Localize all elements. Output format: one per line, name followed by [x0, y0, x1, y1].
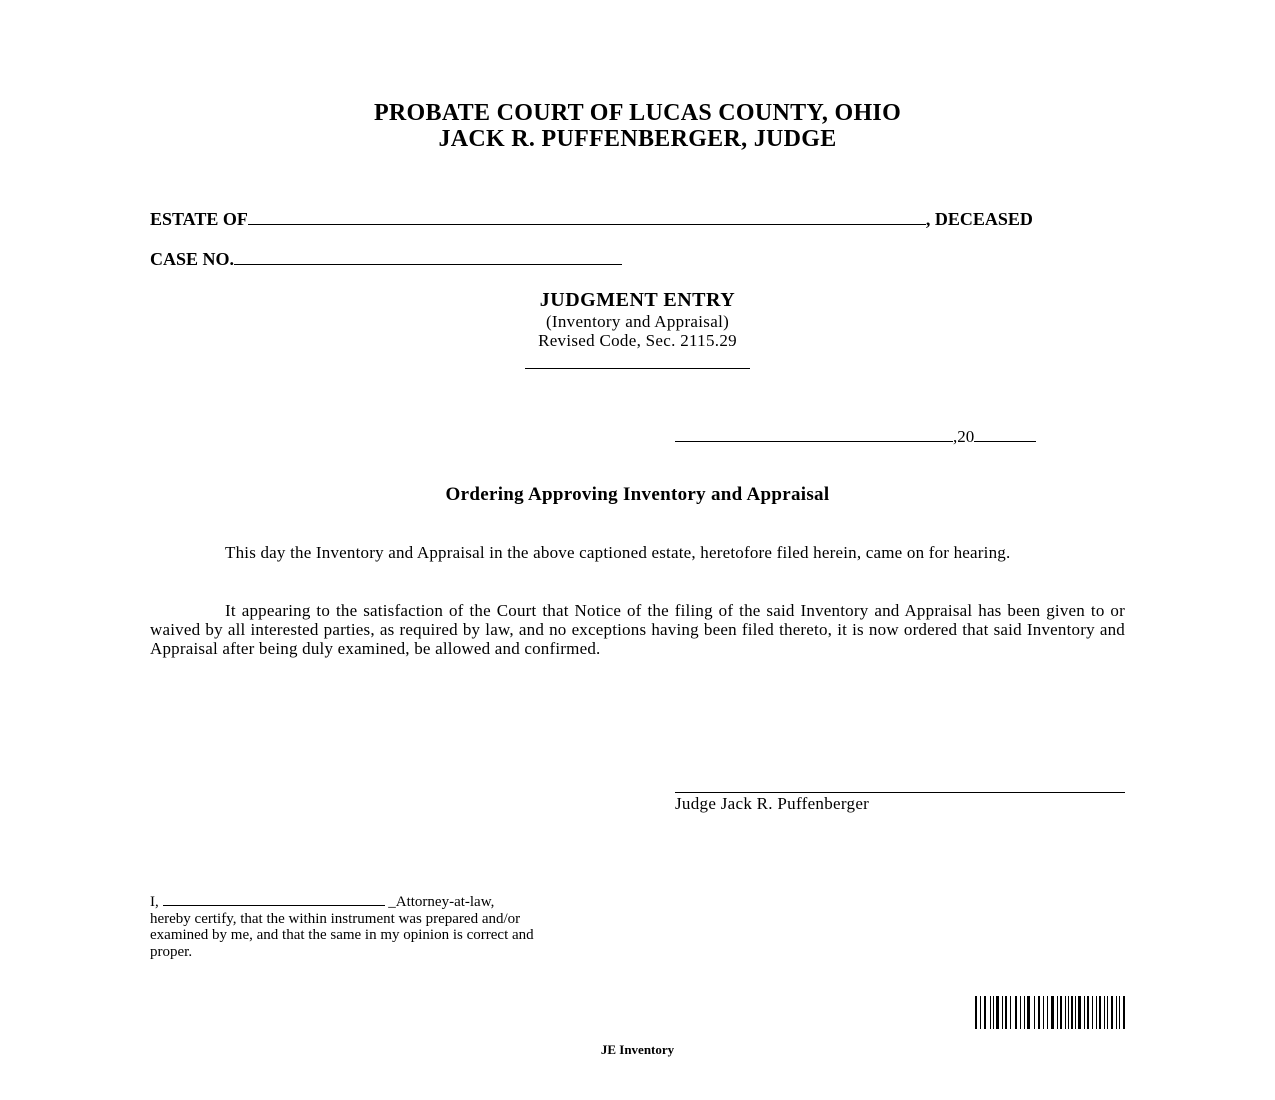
case-no-label: CASE NO.: [150, 249, 235, 269]
judgment-entry-subtitle: (Inventory and Appraisal): [545, 312, 730, 331]
court-name: PROBATE COURT OF LUCAS COUNTY, OHIO: [373, 100, 902, 126]
estate-name-field[interactable]: [248, 210, 926, 225]
attorney-certification: [150, 893, 535, 960]
order-heading: Ordering Approving Inventory and Appraisal: [445, 484, 830, 505]
attorney-label: _Attorney-at-law,: [384, 894, 495, 910]
case-no-row: [150, 249, 622, 270]
judge-name-header: JACK R. PUFFENBERGER, JUDGE: [438, 126, 837, 152]
revised-code-reference: Revised Code, Sec. 2115.29: [538, 331, 737, 350]
judgment-entry-block: [0, 289, 1275, 350]
case-no-field[interactable]: [234, 250, 622, 265]
barcode: [975, 996, 1127, 1029]
judge-signature-name: Judge Jack R. Puffenberger: [675, 794, 870, 813]
estate-of-row: [150, 209, 1033, 230]
year-field[interactable]: [974, 427, 1036, 442]
year-prefix: ,20: [953, 427, 975, 446]
order-paragraph-1: This day the Inventory and Appraisal in the above captioned estate, heretofore filed herein, came on for hearing.: [225, 543, 1011, 562]
deceased-label: , DECEASED: [925, 209, 1033, 229]
date-field[interactable]: [675, 427, 953, 442]
date-line: [675, 427, 1036, 447]
order-paragraph-2: It appearing to the satisfaction of the Court that Notice of the filing of the said Inventory and Appraisal has been given to or waived by all interested parties, as required by law, and no exceptions having been filed thereto, it is now ordered that said Inventory and Appraisal after being duly examined, be allowed and confirmed.: [150, 601, 1125, 658]
cert-body: hereby certify, that the within instrument was prepared and/or examined by me, and that the same in my opinion is correct and proper.: [150, 910, 534, 960]
attorney-name-field[interactable]: [163, 893, 385, 906]
form-name-footer: JE Inventory: [600, 1042, 675, 1057]
judgment-entry-title: JUDGMENT ENTRY: [539, 289, 736, 311]
signature-line[interactable]: [675, 792, 1125, 793]
cert-prefix: I,: [150, 894, 163, 910]
title-divider: [525, 368, 750, 369]
estate-of-label: ESTATE OF: [150, 209, 248, 229]
